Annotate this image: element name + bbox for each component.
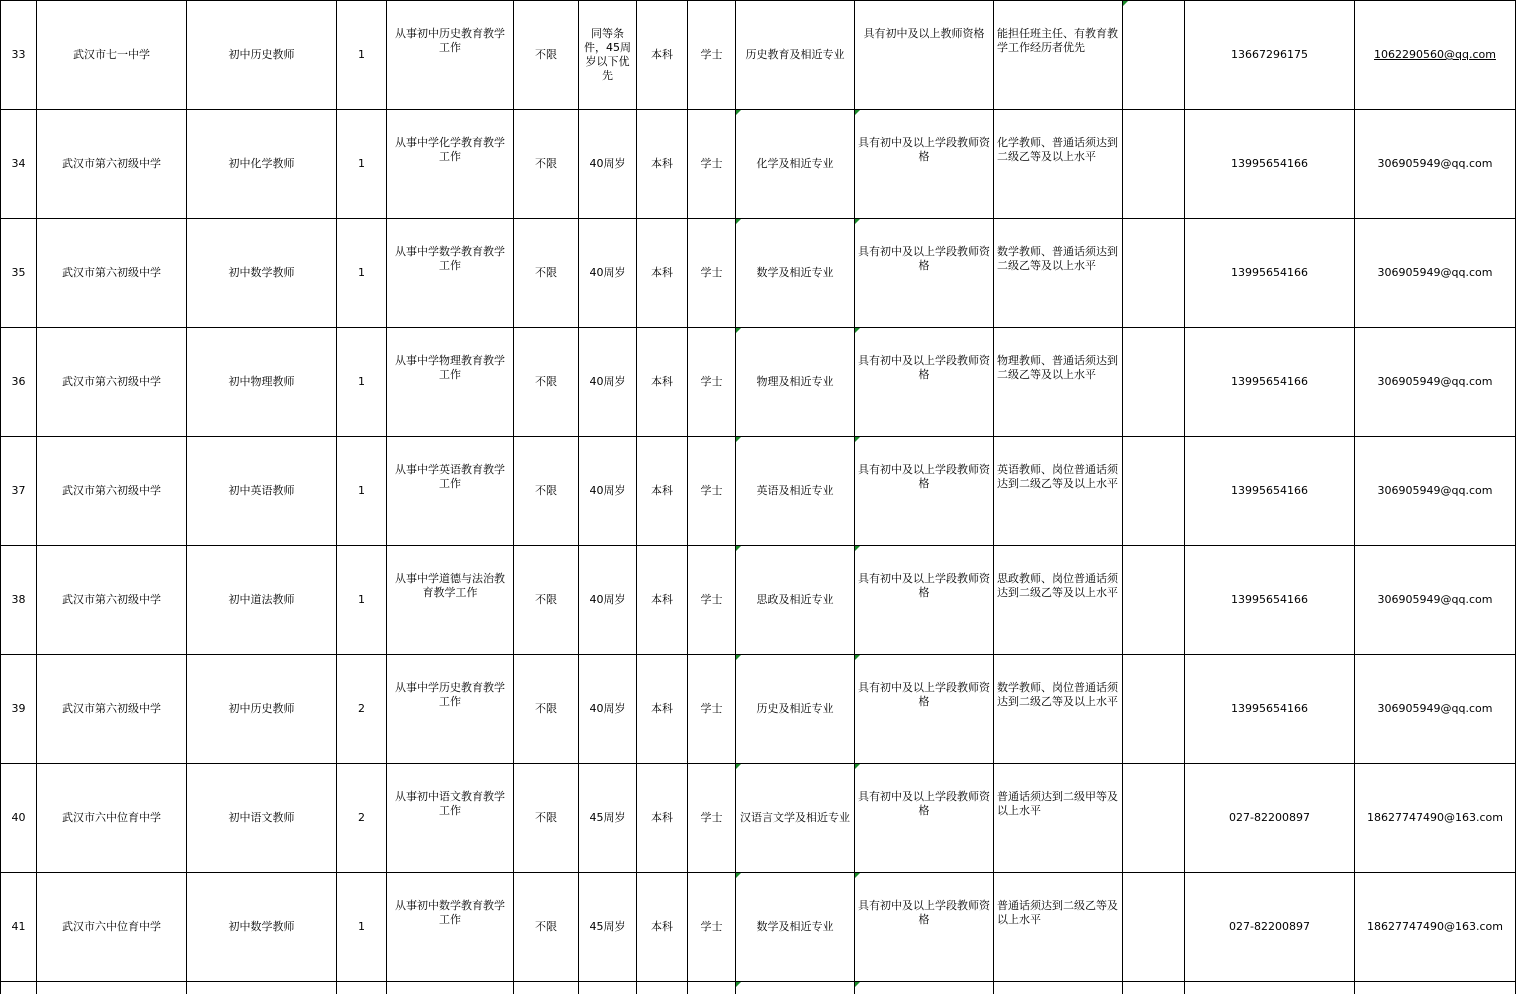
cell-certificate[interactable]: 具有初中及以上学段教师资格 xyxy=(855,546,994,655)
cell-degree[interactable]: 学士 xyxy=(688,328,736,437)
cell-other-requirements[interactable]: 数学教师、普通话须达到二级乙等及以上水平 xyxy=(994,219,1123,328)
cell-blank[interactable] xyxy=(1123,764,1185,873)
cell-email[interactable]: 306905949@qq.com xyxy=(1355,655,1516,764)
cell-duty[interactable]: 从事中学化学教育教学工作 xyxy=(387,110,514,219)
cell-other-requirements[interactable] xyxy=(994,982,1123,994)
cell-no[interactable]: 37 xyxy=(1,437,37,546)
cell-school[interactable]: 武汉市六中位育中学 xyxy=(37,764,187,873)
cell-degree[interactable]: 学士 xyxy=(688,110,736,219)
cell-email[interactable]: 1062290560@qq.com xyxy=(1355,1,1516,110)
cell-certificate[interactable]: 具有初中及以上学段教师资格 xyxy=(855,764,994,873)
cell-major[interactable]: 历史教育及相近专业 xyxy=(736,1,855,110)
cell-unlimited[interactable]: 不限 xyxy=(514,655,579,764)
cell-degree[interactable]: 学士 xyxy=(688,873,736,982)
cell-email[interactable] xyxy=(1355,982,1516,994)
cell-major[interactable]: 汉语言文学及相近专业 xyxy=(736,764,855,873)
cell-other-requirements[interactable]: 普通话须达到二级乙等及以上水平 xyxy=(994,873,1123,982)
cell-education[interactable]: 本科 xyxy=(637,546,688,655)
cell-phone[interactable] xyxy=(1185,982,1355,994)
cell-education[interactable]: 本科 xyxy=(637,110,688,219)
cell-age[interactable]: 40周岁 xyxy=(579,546,637,655)
cell-other-requirements[interactable]: 物理教师、普通话须达到二级乙等及以上水平 xyxy=(994,328,1123,437)
cell-no[interactable]: 41 xyxy=(1,873,37,982)
cell-unlimited[interactable]: 不限 xyxy=(514,764,579,873)
cell-major[interactable]: 数学及相近专业 xyxy=(736,219,855,328)
cell-no[interactable]: 34 xyxy=(1,110,37,219)
cell-position[interactable]: 初中数学教师 xyxy=(187,873,337,982)
cell-degree[interactable]: 学士 xyxy=(688,546,736,655)
cell-duty[interactable]: 从事中学历史教育教学工作 xyxy=(387,655,514,764)
cell-phone[interactable]: 13995654166 xyxy=(1185,655,1355,764)
cell-duty[interactable]: 从事初中数学教育教学工作 xyxy=(387,873,514,982)
cell-age[interactable]: 40周岁 xyxy=(579,655,637,764)
cell-blank[interactable] xyxy=(1123,655,1185,764)
cell-education[interactable]: 本科 xyxy=(637,764,688,873)
cell-phone[interactable]: 13995654166 xyxy=(1185,219,1355,328)
cell-phone[interactable]: 13995654166 xyxy=(1185,328,1355,437)
cell-other-requirements[interactable]: 普通话须达到二级甲等及以上水平 xyxy=(994,764,1123,873)
cell-age[interactable]: 45周岁 xyxy=(579,764,637,873)
cell-count[interactable] xyxy=(337,982,387,994)
cell-email[interactable]: 306905949@qq.com xyxy=(1355,328,1516,437)
cell-phone[interactable]: 027-82200897 xyxy=(1185,764,1355,873)
cell-age[interactable]: 同等条件，45周岁以下优先 xyxy=(579,1,637,110)
cell-school[interactable]: 武汉市第六初级中学 xyxy=(37,655,187,764)
cell-major[interactable]: 数学及相近专业 xyxy=(736,873,855,982)
table-row-partial xyxy=(1,982,1516,994)
table-row xyxy=(1,1,1516,110)
cell-degree[interactable]: 学士 xyxy=(688,219,736,328)
cell-email[interactable]: 306905949@qq.com xyxy=(1355,110,1516,219)
cell-age[interactable]: 40周岁 xyxy=(579,328,637,437)
cell-duty[interactable]: 从事中学道德与法治教育教学工作 xyxy=(387,546,514,655)
cell-degree[interactable]: 学士 xyxy=(688,437,736,546)
cell-duty[interactable]: 从事中学数学教育教学工作 xyxy=(387,219,514,328)
cell-certificate[interactable] xyxy=(855,982,994,994)
cell-unlimited[interactable]: 不限 xyxy=(514,437,579,546)
cell-education[interactable]: 本科 xyxy=(637,328,688,437)
cell-duty[interactable] xyxy=(387,982,514,994)
cell-certificate[interactable]: 具有初中及以上学段教师资格 xyxy=(855,655,994,764)
cell-unlimited[interactable]: 不限 xyxy=(514,110,579,219)
cell-education[interactable]: 本科 xyxy=(637,1,688,110)
cell-degree[interactable]: 学士 xyxy=(688,655,736,764)
cell-major[interactable]: 历史及相近专业 xyxy=(736,655,855,764)
cell-email[interactable]: 306905949@qq.com xyxy=(1355,219,1516,328)
cell-no[interactable]: 39 xyxy=(1,655,37,764)
cell-blank[interactable] xyxy=(1123,982,1185,994)
cell-position[interactable]: 初中英语教师 xyxy=(187,437,337,546)
cell-major[interactable]: 思政及相近专业 xyxy=(736,546,855,655)
cell-certificate[interactable]: 具有初中及以上学段教师资格 xyxy=(855,873,994,982)
cell-email[interactable]: 306905949@qq.com xyxy=(1355,546,1516,655)
cell-position[interactable]: 初中语文教师 xyxy=(187,764,337,873)
cell-no[interactable]: 35 xyxy=(1,219,37,328)
cell-unlimited[interactable]: 不限 xyxy=(514,873,579,982)
cell-duty[interactable]: 从事中学英语教育教学工作 xyxy=(387,437,514,546)
cell-unlimited[interactable] xyxy=(514,982,579,994)
cell-education[interactable]: 本科 xyxy=(637,655,688,764)
cell-count[interactable]: 1 xyxy=(337,873,387,982)
cell-age[interactable] xyxy=(579,982,637,994)
table-row xyxy=(1,110,1516,219)
cell-position[interactable]: 初中化学教师 xyxy=(187,110,337,219)
cell-school[interactable] xyxy=(37,982,187,994)
cell-phone[interactable]: 13995654166 xyxy=(1185,437,1355,546)
cell-school[interactable]: 武汉市七一中学 xyxy=(37,1,187,110)
cell-unlimited[interactable]: 不限 xyxy=(514,546,579,655)
cell-blank[interactable] xyxy=(1123,873,1185,982)
cell-count[interactable]: 1 xyxy=(337,110,387,219)
cell-certificate[interactable]: 具有初中及以上学段教师资格 xyxy=(855,110,994,219)
cell-blank[interactable] xyxy=(1123,1,1185,110)
cell-other-requirements[interactable]: 英语教师、岗位普通话须达到二级乙等及以上水平 xyxy=(994,437,1123,546)
cell-school[interactable]: 武汉市六中位育中学 xyxy=(37,873,187,982)
cell-education[interactable] xyxy=(637,982,688,994)
cell-count[interactable]: 1 xyxy=(337,1,387,110)
cell-phone[interactable]: 027-82200897 xyxy=(1185,873,1355,982)
table-row xyxy=(1,328,1516,437)
cell-position[interactable]: 初中数学教师 xyxy=(187,219,337,328)
cell-phone[interactable]: 13995654166 xyxy=(1185,546,1355,655)
cell-duty[interactable]: 从事中学物理教育教学工作 xyxy=(387,328,514,437)
cell-count[interactable]: 1 xyxy=(337,219,387,328)
cell-position[interactable] xyxy=(187,982,337,994)
cell-education[interactable]: 本科 xyxy=(637,437,688,546)
cell-major[interactable]: 物理及相近专业 xyxy=(736,328,855,437)
cell-blank[interactable] xyxy=(1123,219,1185,328)
table-row xyxy=(1,764,1516,873)
cell-no[interactable]: 40 xyxy=(1,764,37,873)
cell-duty[interactable]: 从事初中语文教育教学工作 xyxy=(387,764,514,873)
cell-email[interactable]: 18627747490@163.com xyxy=(1355,764,1516,873)
cell-certificate[interactable]: 具有初中及以上学段教师资格 xyxy=(855,219,994,328)
cell-school[interactable]: 武汉市第六初级中学 xyxy=(37,110,187,219)
cell-major[interactable] xyxy=(736,982,855,994)
cell-blank[interactable] xyxy=(1123,546,1185,655)
cell-unlimited[interactable]: 不限 xyxy=(514,1,579,110)
cell-blank[interactable] xyxy=(1123,110,1185,219)
table-row xyxy=(1,655,1516,764)
table-row xyxy=(1,546,1516,655)
table-row xyxy=(1,219,1516,328)
cell-position[interactable]: 初中历史教师 xyxy=(187,1,337,110)
cell-other-requirements[interactable]: 化学教师、普通话须达到二级乙等及以上水平 xyxy=(994,110,1123,219)
cell-phone[interactable]: 13995654166 xyxy=(1185,110,1355,219)
cell-education[interactable]: 本科 xyxy=(637,219,688,328)
cell-school[interactable]: 武汉市第六初级中学 xyxy=(37,219,187,328)
cell-certificate[interactable]: 具有初中及以上学段教师资格 xyxy=(855,437,994,546)
cell-school[interactable]: 武汉市第六初级中学 xyxy=(37,546,187,655)
table-row xyxy=(1,873,1516,982)
cell-no[interactable] xyxy=(1,982,37,994)
cell-no[interactable]: 33 xyxy=(1,1,37,110)
cell-duty[interactable]: 从事初中历史教育教学工作 xyxy=(387,1,514,110)
cell-degree[interactable]: 学士 xyxy=(688,764,736,873)
cell-count[interactable]: 2 xyxy=(337,655,387,764)
cell-position[interactable]: 初中历史教师 xyxy=(187,655,337,764)
cell-degree[interactable]: 学士 xyxy=(688,1,736,110)
cell-age[interactable]: 40周岁 xyxy=(579,437,637,546)
cell-certificate[interactable]: 具有初中及以上学段教师资格 xyxy=(855,328,994,437)
cell-no[interactable]: 36 xyxy=(1,328,37,437)
cell-unlimited[interactable]: 不限 xyxy=(514,219,579,328)
cell-major[interactable]: 英语及相近专业 xyxy=(736,437,855,546)
cell-school[interactable]: 武汉市第六初级中学 xyxy=(37,328,187,437)
cell-count[interactable]: 2 xyxy=(337,764,387,873)
cell-phone[interactable]: 13667296175 xyxy=(1185,1,1355,110)
cell-age[interactable]: 40周岁 xyxy=(579,110,637,219)
cell-blank[interactable] xyxy=(1123,437,1185,546)
cell-no[interactable]: 38 xyxy=(1,546,37,655)
cell-email[interactable]: 306905949@qq.com xyxy=(1355,437,1516,546)
cell-blank[interactable] xyxy=(1123,328,1185,437)
cell-other-requirements[interactable]: 能担任班主任、有教育教学工作经历者优先 xyxy=(994,1,1123,110)
table-row xyxy=(1,437,1516,546)
cell-age[interactable]: 45周岁 xyxy=(579,873,637,982)
cell-other-requirements[interactable]: 思政教师、岗位普通话须达到二级乙等及以上水平 xyxy=(994,546,1123,655)
cell-education[interactable]: 本科 xyxy=(637,873,688,982)
cell-certificate[interactable]: 具有初中及以上教师资格 xyxy=(855,1,994,110)
cell-other-requirements[interactable]: 数学教师、岗位普通话须达到二级乙等及以上水平 xyxy=(994,655,1123,764)
cell-count[interactable]: 1 xyxy=(337,328,387,437)
cell-school[interactable]: 武汉市第六初级中学 xyxy=(37,437,187,546)
cell-email[interactable]: 18627747490@163.com xyxy=(1355,873,1516,982)
cell-position[interactable]: 初中物理教师 xyxy=(187,328,337,437)
cell-age[interactable]: 40周岁 xyxy=(579,219,637,328)
cell-unlimited[interactable]: 不限 xyxy=(514,328,579,437)
cell-count[interactable]: 1 xyxy=(337,437,387,546)
cell-count[interactable]: 1 xyxy=(337,546,387,655)
cell-degree[interactable] xyxy=(688,982,736,994)
cell-position[interactable]: 初中道法教师 xyxy=(187,546,337,655)
cell-major[interactable]: 化学及相近专业 xyxy=(736,110,855,219)
